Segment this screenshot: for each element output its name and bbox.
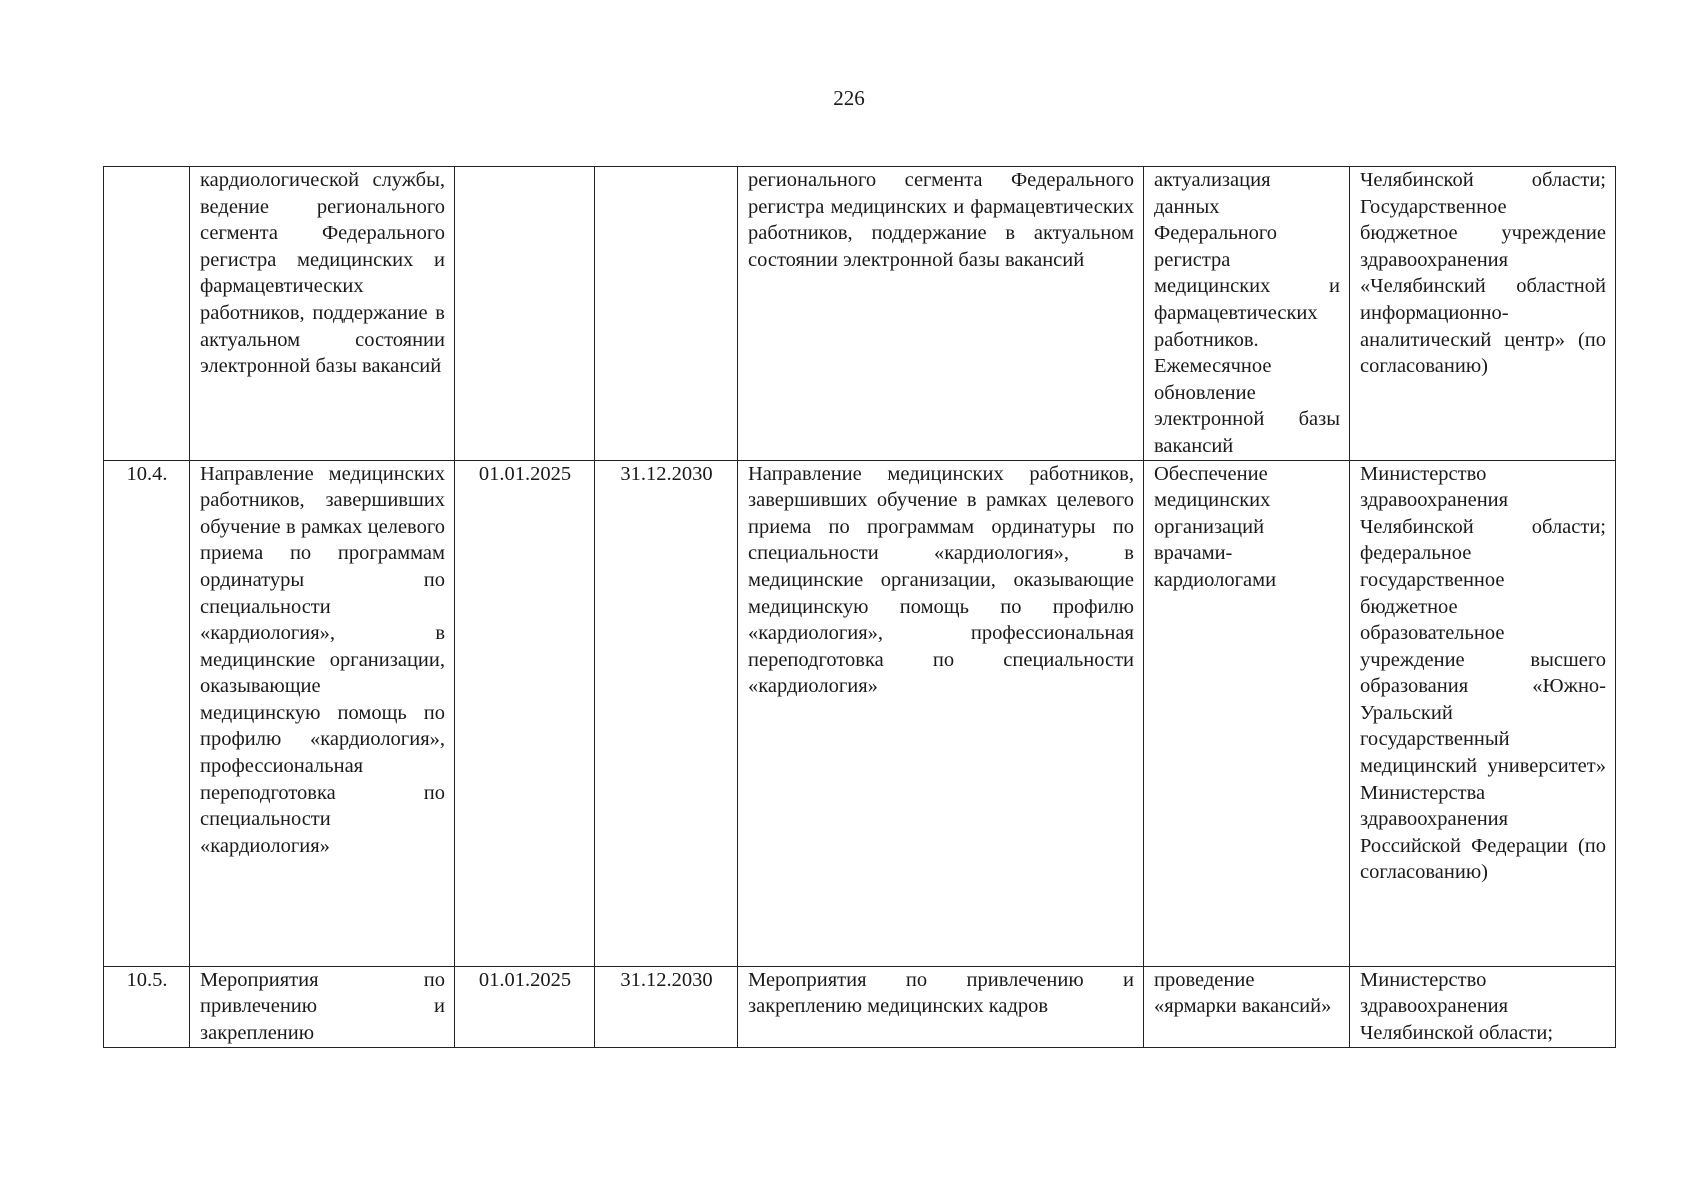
expected-result: актуализация данных Федерального регистра медицинских и фармацевтических работников. Ежемесячное обновление электронной базы вакансий xyxy=(1144,167,1350,461)
row-number: 10.4. xyxy=(104,460,190,966)
start-date: 01.01.2025 xyxy=(455,966,595,1047)
activity-description: Мероприятия по привлечению и закреплению медицинских кадров xyxy=(738,966,1144,1047)
table-row xyxy=(104,167,1616,461)
start-date: 01.01.2025 xyxy=(455,460,595,966)
activity-name: кардиологической службы, ведение регионального сегмента Федерального регистра медицинских и фармацевтических работников, поддержание в актуальном состоянии электронной базы вакансий xyxy=(190,167,455,461)
activity-name: Мероприятия по привлечению и закреплению xyxy=(190,966,455,1047)
end-date xyxy=(595,167,738,461)
end-date: 31.12.2030 xyxy=(595,460,738,966)
executor: Министерство здравоохранения Челябинской области; xyxy=(1350,966,1616,1047)
activity-name: Направление медицинских работников, завершивших обучение в рамках целевого приема по программам ординатуры по специальности «кардиология», в медицинские организации, оказывающие медицинскую помощь по профилю «кардиология», профессиональная переподготовка по специальности «кардиология» xyxy=(190,460,455,966)
table-row xyxy=(104,460,1616,966)
start-date xyxy=(455,167,595,461)
row-number xyxy=(104,167,190,461)
activity-description: Направление медицинских работников, завершивших обучение в рамках целевого приема по программам ординатуры по специальности «кардиология», в медицинские организации, оказывающие медицинскую помощь по профилю «кардиология», профессиональная переподготовка по специальности «кардиология» xyxy=(738,460,1144,966)
row-number: 10.5. xyxy=(104,966,190,1047)
page-number: 226 xyxy=(833,86,865,110)
end-date: 31.12.2030 xyxy=(595,966,738,1047)
plan-table xyxy=(103,166,1616,1048)
expected-result: проведение «ярмарки вакансий» xyxy=(1144,966,1350,1047)
expected-result: Обеспечение медицинских организаций врачами-кардиологами xyxy=(1144,460,1350,966)
executor: Министерство здравоохранения Челябинской области; федеральное государственное бюджетное образовательное учреждение высшего образования «Южно-Уральский государственный медицинский университет» Министерства здравоохранения Российской Федерации (по согласованию) xyxy=(1350,460,1616,966)
table-row xyxy=(104,966,1616,1047)
activity-description: регионального сегмента Федерального регистра медицинских и фармацевтических работников, поддержание в актуальном состоянии электронной базы вакансий xyxy=(738,167,1144,461)
executor: Челябинской области; Государственное бюджетное учреждение здравоохранения «Челябинский областной информационно-аналитический центр» (по согласованию) xyxy=(1350,167,1616,461)
